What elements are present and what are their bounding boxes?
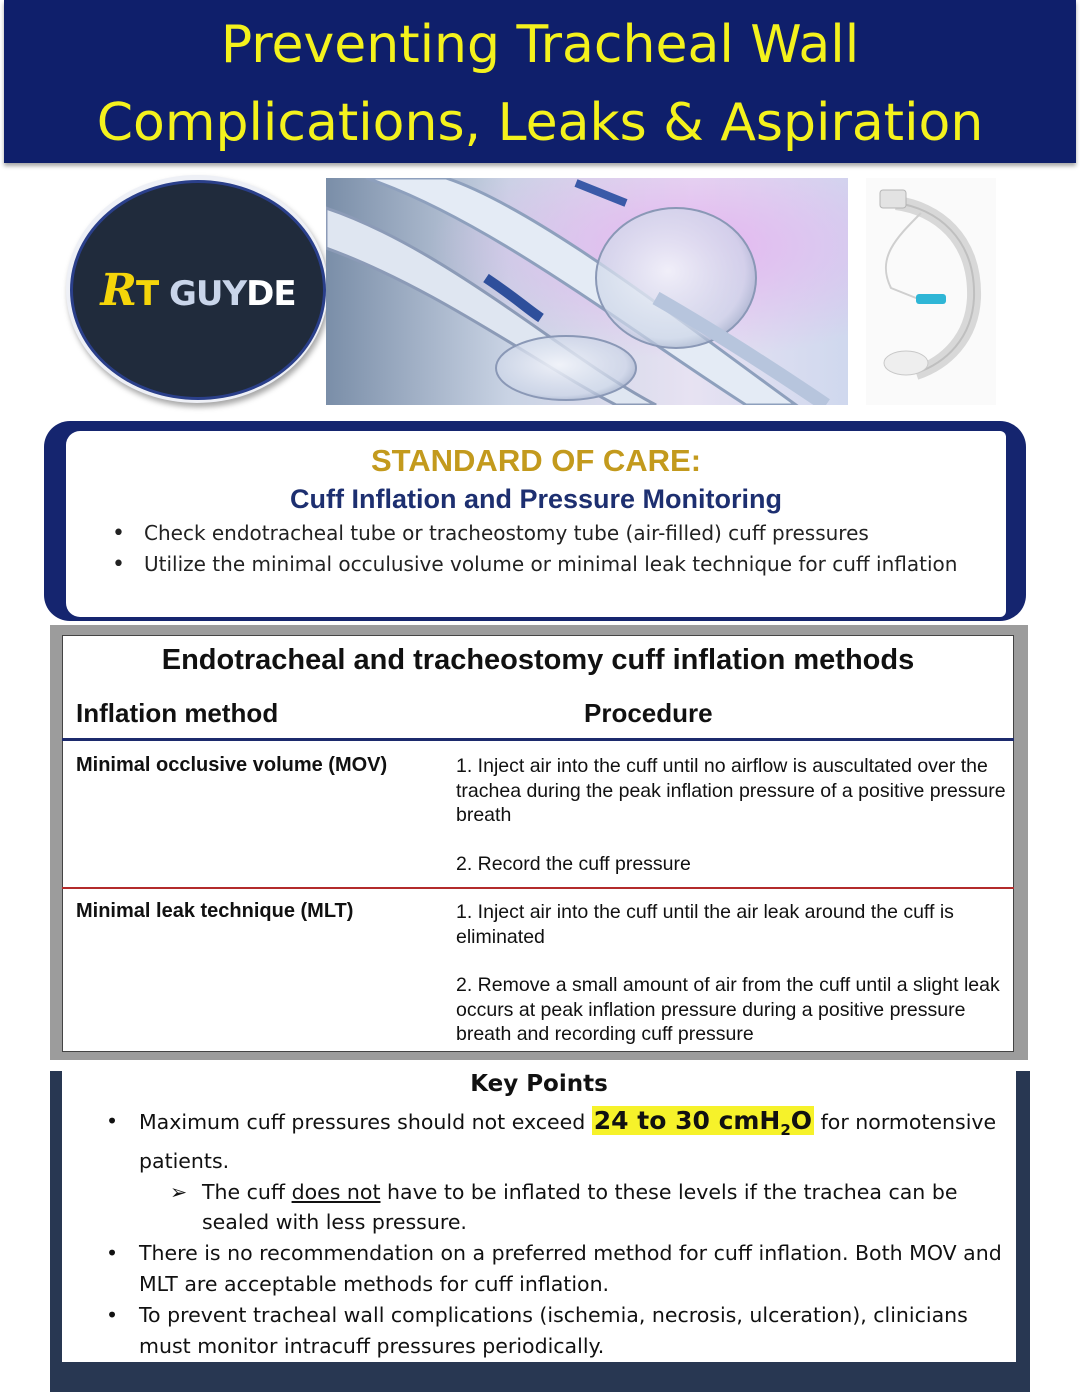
row-divider	[62, 887, 1014, 889]
key-point-text: The cuff	[202, 1179, 292, 1204]
column-header-procedure: Procedure	[584, 698, 713, 728]
logo-wordmark	[100, 265, 295, 316]
arrow-bullet-icon: ➢	[170, 1179, 188, 1204]
bullet-icon: •	[106, 1302, 119, 1327]
title-banner	[4, 0, 1076, 163]
key-points-list	[106, 1106, 1006, 1361]
table-title: Endotracheal and tracheostomy cuff inflation methods	[161, 644, 915, 676]
logo-letter-t: T	[135, 273, 169, 314]
procedure-cell	[456, 900, 1006, 1071]
bullet-icon: •	[106, 1109, 119, 1133]
logo-letter-r: R	[100, 264, 136, 316]
key-point	[106, 1106, 1006, 1177]
pressure-unit-end: O	[790, 1106, 813, 1135]
page-title-line-1: Preventing Tracheal Wall	[220, 15, 860, 75]
key-point-text: Maximum cuff pressures should not exceed	[139, 1110, 592, 1134]
endotracheal-tube-photo	[866, 178, 996, 405]
standard-of-care-list	[112, 518, 992, 580]
key-point-text: for normotensive patients.	[139, 1110, 997, 1173]
procedure-step: 1. Inject air into the cuff until no airflow is auscultated over the trachea during the peak inflation pressure of a positive pressure breath	[456, 755, 1006, 826]
cuff-balloon-photo	[326, 178, 848, 405]
key-point	[106, 1300, 1006, 1362]
pressure-subscript: 2	[780, 1121, 791, 1139]
procedure-step: 2. Remove a small amount of air from the cuff until a slight leak occurs at peak inflation pressure during a positive pressure breath and recording cuff pressure	[456, 974, 1000, 1045]
key-points-title: Key Points	[470, 1071, 608, 1097]
standard-of-care-bullet: • Utilize the minimal occulusive volume or minimal leak technique for cuff inflation	[112, 549, 992, 580]
procedure-step: 1. Inject air into the cuff until the air leak around the cuff is eliminated	[456, 901, 954, 948]
underlined-text: does not	[291, 1179, 381, 1204]
procedure-cell	[456, 754, 1006, 900]
key-point-text: To prevent tracheal wall complications (ischemia, necrosis, ulceration), clinicians must monitor intracuff pressures periodically.	[139, 1302, 968, 1358]
procedure-step: 2. Record the cuff pressure	[456, 852, 691, 875]
pressure-value: 24 to 30 cmH	[593, 1106, 781, 1135]
column-header-method: Inflation method	[76, 698, 279, 728]
method-name: Minimal leak technique (MLT)	[76, 900, 354, 922]
rt-guyde-logo	[70, 180, 326, 400]
standard-of-care-bullet: • Check endotracheal tube or tracheostomy tube (air-filled) cuff pressures	[112, 518, 992, 549]
standard-of-care-subtitle: Cuff Inflation and Pressure Monitoring	[290, 484, 782, 514]
key-point	[106, 1238, 1006, 1300]
logo-guy: GUY	[169, 273, 247, 314]
logo-de: DE	[246, 273, 296, 314]
standard-of-care-title: STANDARD OF CARE:	[370, 443, 702, 478]
method-name: Minimal occlusive volume (MOV)	[76, 754, 388, 776]
key-point-text: There is no recommendation on a preferred method for cuff inflation. Both MOV and MLT are acceptable methods for cuff inflation.	[139, 1241, 1002, 1296]
bullet-icon: •	[106, 1241, 119, 1266]
header-divider	[62, 738, 1014, 741]
pressure-highlight	[592, 1106, 814, 1139]
key-point-subitem	[106, 1177, 1006, 1239]
key-point-text: have to be inflated to these levels if the trachea can be sealed with less pressure.	[202, 1179, 958, 1235]
page-title-line-2: Complications, Leaks & Aspiration	[96, 93, 984, 153]
